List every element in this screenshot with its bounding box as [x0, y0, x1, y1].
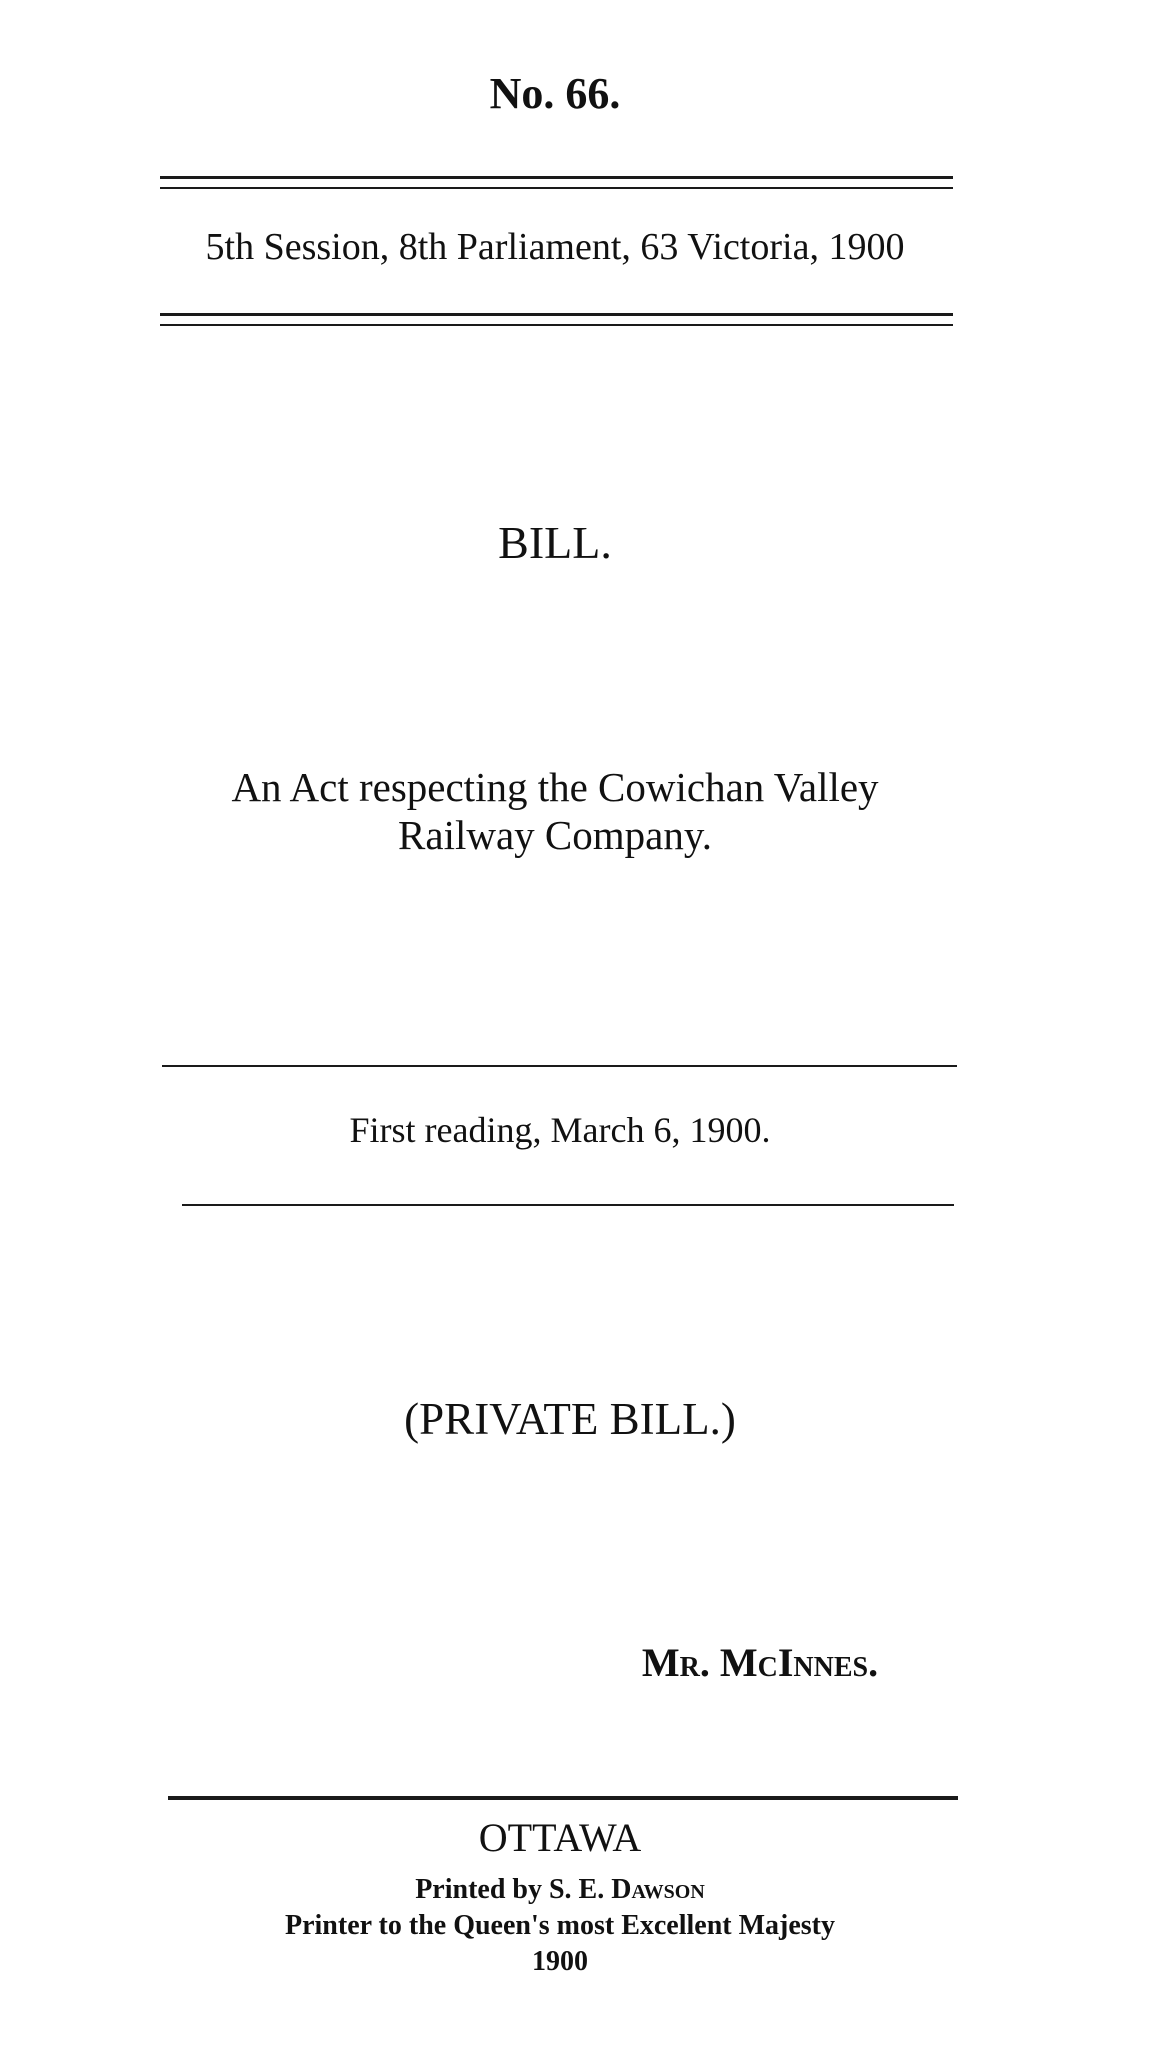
top-double-rule-lower: [160, 187, 953, 189]
session-line: 5th Session, 8th Parliament, 63 Victoria, 1900: [205, 226, 905, 268]
imprint-rule: [168, 1796, 958, 1800]
reading-rule-bottom: [182, 1204, 954, 1206]
sponsor-name: Mr. McInnes.: [641, 1640, 879, 1685]
first-reading-date: First reading, March 6, 1900.: [349, 1110, 771, 1150]
imprint-city: OTTAWA: [478, 1815, 642, 1860]
act-title: [150, 763, 960, 859]
printer-name: Dawson: [611, 1874, 705, 1905]
imprint-printed-by: [160, 1876, 960, 1904]
imprint-year: 1900: [532, 1946, 588, 1977]
imprint-printer-to: Printer to the Queen's most Excellent Majesty: [284, 1910, 836, 1941]
act-title-line-1: An Act respecting the Cowichan Valley: [231, 764, 879, 810]
session-double-rule-upper: [160, 313, 953, 316]
private-bill-label: (PRIVATE BILL.): [404, 1394, 736, 1444]
top-double-rule-upper: [160, 176, 953, 179]
bill-number: No. 66.: [489, 69, 621, 118]
reading-rule-top: [162, 1065, 957, 1067]
session-double-rule-lower: [160, 324, 953, 326]
bill-heading: BILL.: [498, 517, 612, 568]
printed-by-prefix: Printed by S. E.: [415, 1874, 605, 1905]
act-title-line-2: Railway Company.: [398, 812, 712, 858]
